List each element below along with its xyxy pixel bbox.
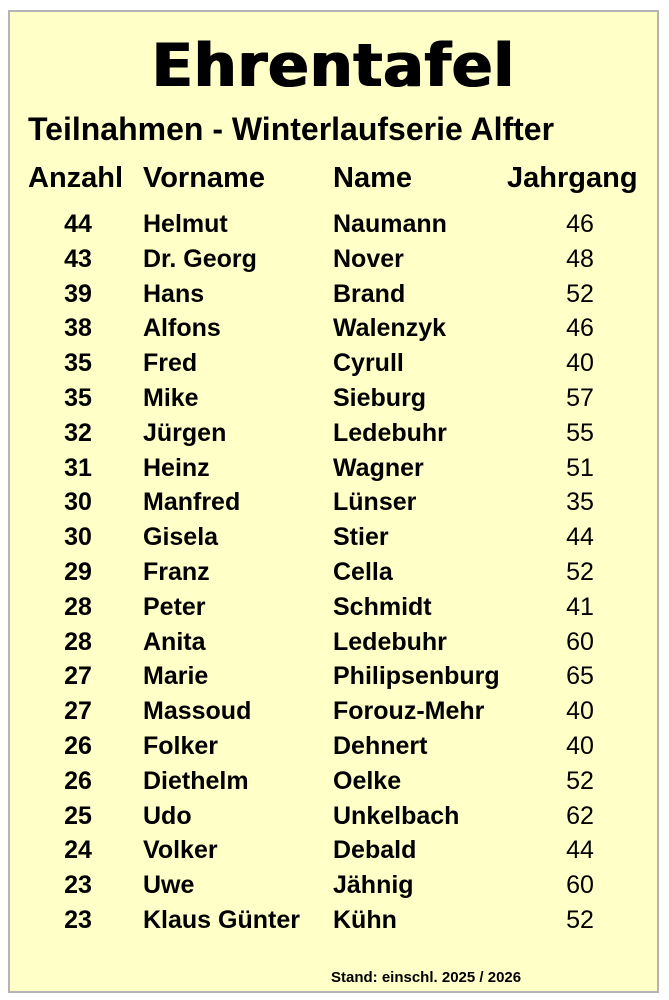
list-item xyxy=(10,799,657,834)
first-name: Klaus Günter xyxy=(143,905,300,934)
last-name: Walenzyk xyxy=(333,314,447,343)
list-item xyxy=(10,868,657,903)
first-name: Marie xyxy=(143,662,209,691)
participation-count: 28 xyxy=(64,627,92,656)
birth-year: 60 xyxy=(566,871,594,900)
birth-year: 46 xyxy=(566,314,594,343)
list-item xyxy=(10,485,657,520)
last-name: Kühn xyxy=(333,905,397,934)
last-name: Schmidt xyxy=(333,592,432,621)
first-name: Hans xyxy=(143,279,205,308)
first-name: Franz xyxy=(143,557,210,586)
first-name: Jürgen xyxy=(143,418,227,447)
list-item xyxy=(10,207,657,242)
first-name: Uwe xyxy=(143,871,195,900)
first-name: Heinz xyxy=(143,453,210,482)
birth-year: 40 xyxy=(566,697,594,726)
list-item xyxy=(10,590,657,625)
participation-count: 23 xyxy=(64,871,92,900)
birth-year: 52 xyxy=(566,905,594,934)
birth-year: 51 xyxy=(566,453,594,482)
first-name: Helmut xyxy=(143,210,228,238)
list-item xyxy=(10,729,657,764)
status-note: Stand: einschl. 2025 / 2026 xyxy=(331,969,522,986)
participation-count: 25 xyxy=(64,801,92,830)
list-item xyxy=(10,451,657,486)
birth-year: 52 xyxy=(566,557,594,586)
list-item xyxy=(10,346,657,381)
first-name: Volker xyxy=(143,836,218,865)
column-header-year: Jahrgang xyxy=(507,162,638,194)
first-name: Alfons xyxy=(143,314,221,343)
last-name: Brand xyxy=(333,279,406,308)
first-name: Folker xyxy=(143,731,219,760)
participant-list xyxy=(10,207,657,938)
last-name: Ledebuhr xyxy=(333,418,447,447)
birth-year: 40 xyxy=(566,731,594,760)
participation-count: 29 xyxy=(64,557,92,586)
birth-year: 46 xyxy=(566,210,594,238)
list-item xyxy=(10,277,657,312)
first-name: Mike xyxy=(143,383,199,412)
participation-count: 31 xyxy=(64,453,92,482)
participation-count: 38 xyxy=(64,314,92,343)
birth-year: 52 xyxy=(566,279,594,308)
list-item xyxy=(10,659,657,694)
birth-year: 52 xyxy=(566,766,594,795)
first-name: Anita xyxy=(143,627,206,656)
participation-count: 26 xyxy=(64,766,92,795)
participation-count: 28 xyxy=(64,592,92,621)
last-name: Dehnert xyxy=(333,731,428,760)
birth-year: 62 xyxy=(566,801,594,830)
birth-year: 48 xyxy=(566,244,594,273)
column-header-count: Anzahl xyxy=(28,162,124,194)
participation-count: 24 xyxy=(64,836,92,865)
list-item xyxy=(10,416,657,451)
list-item xyxy=(10,555,657,590)
board-subtitle: Teilnahmen - Winterlaufserie Alfter xyxy=(28,111,555,147)
first-name: Massoud xyxy=(143,697,252,726)
list-item xyxy=(10,764,657,799)
first-name: Diethelm xyxy=(143,766,249,795)
last-name: Cella xyxy=(333,557,393,586)
board-title: Ehrentafel xyxy=(151,31,516,101)
list-item xyxy=(10,381,657,416)
participation-count: 27 xyxy=(64,697,92,726)
honor-board xyxy=(8,10,659,993)
birth-year: 44 xyxy=(566,836,594,865)
first-name: Dr. Georg xyxy=(143,244,257,273)
last-name: Cyrull xyxy=(333,349,404,378)
birth-year: 35 xyxy=(566,488,594,517)
participation-count: 23 xyxy=(64,905,92,934)
participation-count: 32 xyxy=(64,418,92,447)
birth-year: 40 xyxy=(566,349,594,378)
last-name: Lünser xyxy=(333,488,417,517)
last-name: Forouz-Mehr xyxy=(333,697,485,726)
list-item xyxy=(10,694,657,729)
last-name: Ledebuhr xyxy=(333,627,447,656)
first-name: Peter xyxy=(143,592,206,621)
birth-year: 41 xyxy=(566,592,594,621)
last-name: Philipsenburg xyxy=(333,662,500,691)
participation-count: 27 xyxy=(64,662,92,691)
birth-year: 57 xyxy=(566,383,594,412)
list-item xyxy=(10,311,657,346)
participation-count: 30 xyxy=(64,523,92,552)
participation-count: 44 xyxy=(64,210,92,238)
participation-count: 43 xyxy=(64,244,92,273)
list-item xyxy=(10,242,657,277)
list-item xyxy=(10,833,657,868)
birth-year: 60 xyxy=(566,627,594,656)
list-item xyxy=(10,625,657,660)
birth-year: 44 xyxy=(566,523,594,552)
participation-count: 39 xyxy=(64,279,92,308)
last-name: Debald xyxy=(333,836,417,865)
participation-count: 35 xyxy=(64,349,92,378)
participation-count: 26 xyxy=(64,731,92,760)
last-name: Unkelbach xyxy=(333,801,460,830)
last-name: Wagner xyxy=(333,453,424,482)
list-item xyxy=(10,903,657,938)
participation-count: 30 xyxy=(64,488,92,517)
first-name: Gisela xyxy=(143,523,219,552)
first-name: Udo xyxy=(143,801,192,830)
last-name: Sieburg xyxy=(333,383,427,412)
birth-year: 65 xyxy=(566,662,594,691)
last-name: Jähnig xyxy=(333,871,414,900)
last-name: Naumann xyxy=(333,210,447,238)
last-name: Oelke xyxy=(333,766,402,795)
birth-year: 55 xyxy=(566,418,594,447)
list-item xyxy=(10,520,657,555)
first-name: Fred xyxy=(143,349,198,378)
column-header-first-name: Vorname xyxy=(143,162,265,194)
column-header-last-name: Name xyxy=(333,162,412,194)
last-name: Nover xyxy=(333,244,404,273)
first-name: Manfred xyxy=(143,488,241,517)
participation-count: 35 xyxy=(64,383,92,412)
last-name: Stier xyxy=(333,523,389,552)
